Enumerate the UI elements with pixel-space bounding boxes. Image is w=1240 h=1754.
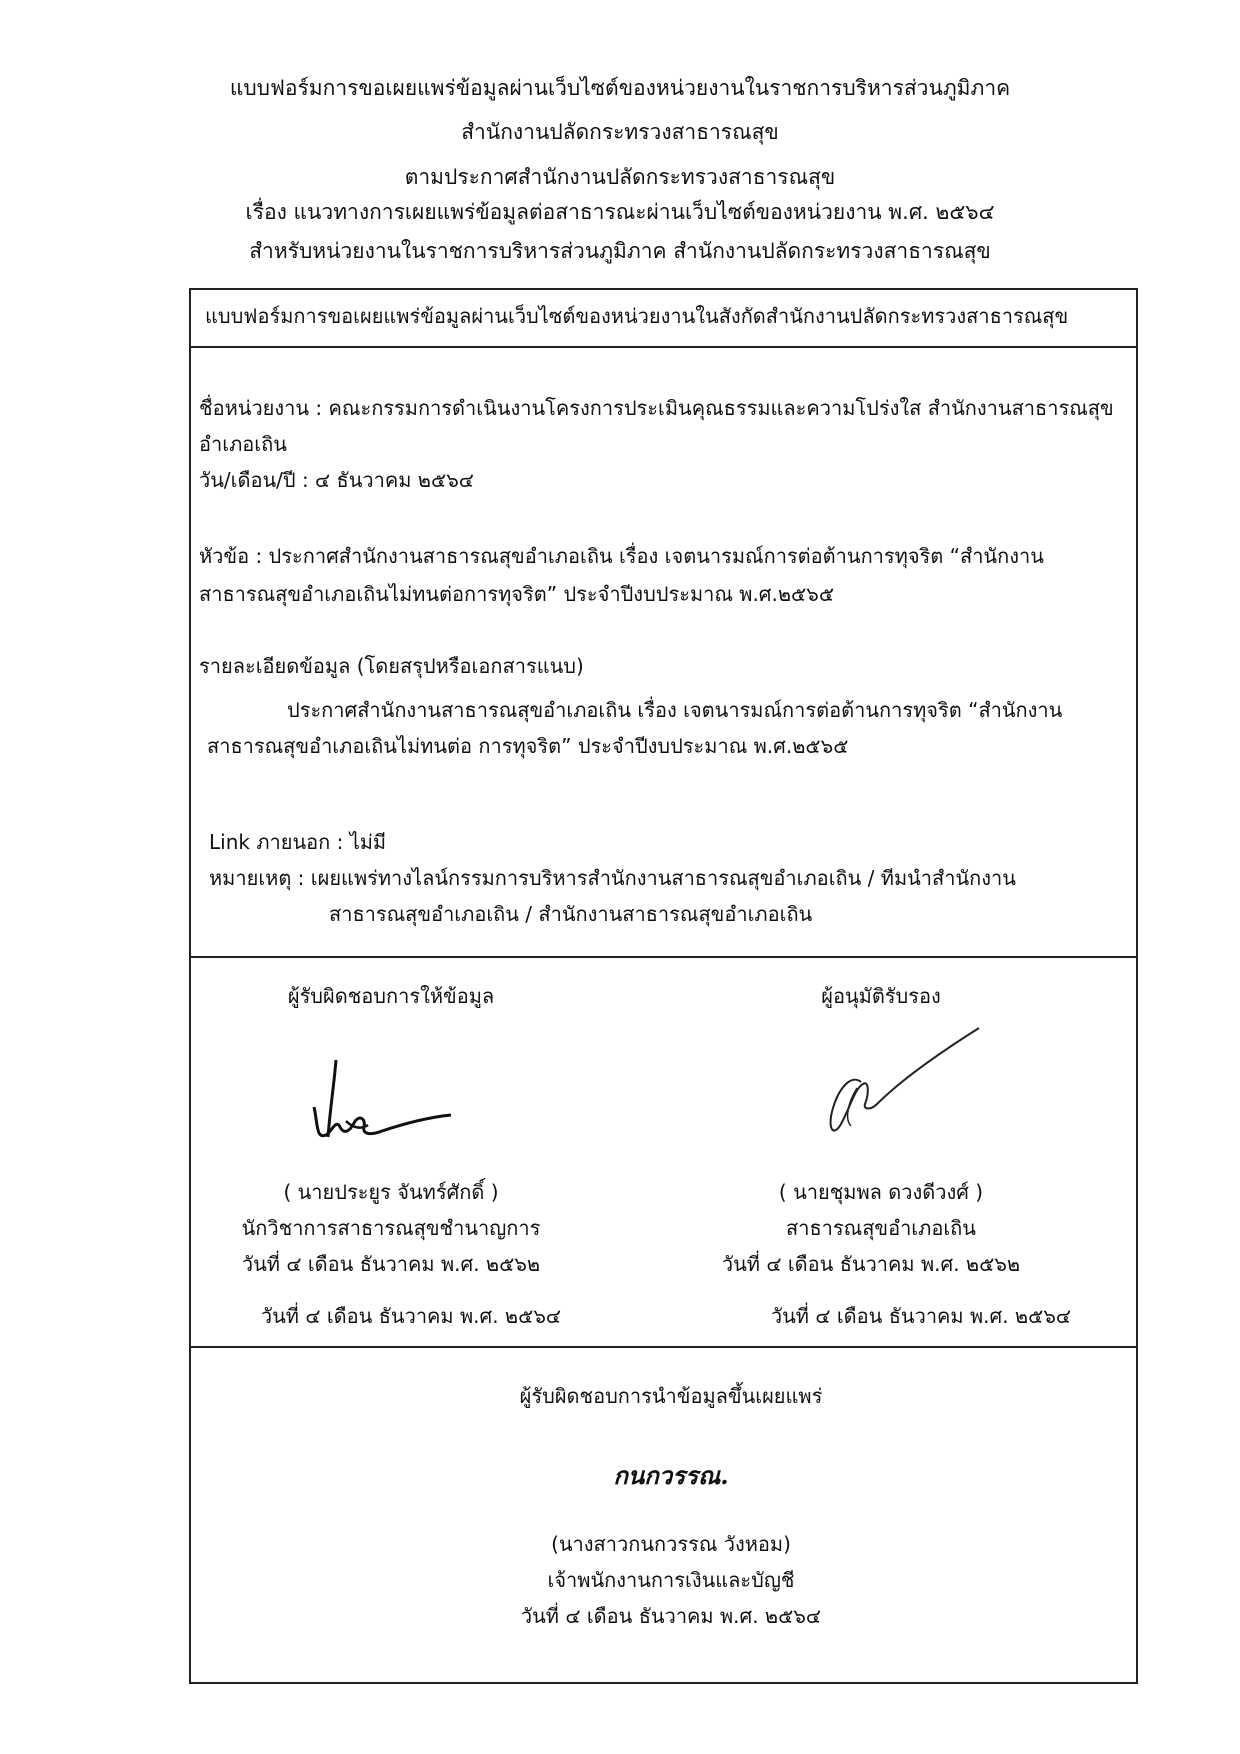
note-line-2: สาธารณสุขอำเภอเถิน / สำนักงานสาธารณสุขอำเภอเถิน <box>329 902 813 926</box>
form-title: แบบฟอร์มการขอเผยแพร่ข้อมูลผ่านเว็บไซต์ของหน่วยงานในสังกัดสำนักงานปลัดกระทรวงสาธารณสุข <box>205 304 1069 328</box>
header-line-2: สำนักงานปลัดกระทรวงสาธารณสุข <box>461 120 779 144</box>
left-signature <box>306 1055 456 1155</box>
unit-name-line-1: ชื่อหน่วยงาน : คณะกรรมการดำเนินงานโครงการประเมินคุณธรรมและความโปร่งใส สำนักงานสาธารณสุข <box>199 396 1114 420</box>
left-signer-date-2: วันที่ ๔ เดือน ธันวาคม พ.ศ. ๒๕๖๔ <box>260 1304 562 1328</box>
right-signer-date-2: วันที่ ๔ เดือน ธันวาคม พ.ศ. ๒๕๖๔ <box>770 1304 1072 1328</box>
publisher-role: ผู้รับผิดชอบการนำข้อมูลขึ้นเผยแพร่ <box>519 1384 823 1408</box>
publisher-date: วันที่ ๔ เดือน ธันวาคม พ.ศ. ๒๕๖๔ <box>520 1604 822 1628</box>
right-signer-name: ( นายชุมพล ดวงดีวงศ์ ) <box>778 1180 984 1204</box>
date-line: วัน/เดือน/ปี : ๔ ธันวาคม ๒๕๖๔ <box>199 468 474 492</box>
right-signer-date-1: วันที่ ๔ เดือน ธันวาคม พ.ศ. ๒๕๖๒ <box>721 1252 1021 1276</box>
row-divider <box>191 346 1136 348</box>
unit-name-line-2: อำเภอเถิน <box>199 432 287 456</box>
publisher-signature: กนกวรรณ. <box>613 1461 729 1490</box>
detail-label: รายละเอียดข้อมูล (โดยสรุปหรือเอกสารแนบ) <box>199 654 584 678</box>
left-signer-date-1: วันที่ ๔ เดือน ธันวาคม พ.ศ. ๒๕๖๒ <box>241 1252 541 1276</box>
detail-line-1: ประกาศสำนักงานสาธารณสุขอำเภอเถิน เรื่อง เจตนารมณ์การต่อต้านการทุจริต “สำนักงาน <box>287 698 1063 722</box>
left-signer-role: ผู้รับผิดชอบการให้ข้อมูล <box>287 984 495 1008</box>
note-line-1: หมายเหตุ : เผยแพร่ทางไลน์กรรมการบริหารสำนักงานสาธารณสุขอำเภอเถิน / ทีมนำสำนักงาน <box>209 866 1016 890</box>
row-divider <box>191 1346 1136 1348</box>
external-link-line: Link ภายนอก : ไม่มี <box>209 830 387 854</box>
header-line-1: แบบฟอร์มการขอเผยแพร่ข้อมูลผ่านเว็บไซต์ของหน่วยงานในราชการบริหารส่วนภูมิภาค <box>229 76 1011 100</box>
header-line-5: สำหรับหน่วยงานในราชการบริหารส่วนภูมิภาค สำนักงานปลัดกระทรวงสาธารณสุข <box>249 239 991 263</box>
header-line-4: เรื่อง แนวทางการเผยแพร่ข้อมูลต่อสาธารณะผ่านเว็บไซต์ของหน่วยงาน พ.ศ. ๒๕๖๔ <box>245 200 995 224</box>
detail-line-2: สาธารณสุขอำเภอเถินไม่ทนต่อ การทุจริต” ประจำปีงบประมาณ พ.ศ.๒๕๖๕ <box>207 734 849 758</box>
left-signer-name: ( นายประยูร จันทร์ศักดิ์ ) <box>283 1180 499 1204</box>
header-line-3: ตามประกาศสำนักงานปลัดกระทรวงสาธารณสุข <box>404 165 836 189</box>
topic-line-2: สาธารณสุขอำเภอเถินไม่ทนต่อการทุจริต” ประจำปีงบประมาณ พ.ศ.๒๕๖๕ <box>199 582 835 606</box>
topic-line-1: หัวข้อ : ประกาศสำนักงานสาธารณสุขอำเภอเถิน เรื่อง เจตนารมณ์การต่อต้านการทุจริต “สำนักงาน <box>199 544 1044 568</box>
right-signer-position: สาธารณสุขอำเภอเถิน <box>786 1216 976 1240</box>
left-signer-position: นักวิชาการสาธารณสุขชำนาญการ <box>241 1216 541 1240</box>
right-signer-role: ผู้อนุมัติรับรอง <box>821 984 941 1008</box>
row-divider <box>191 956 1136 958</box>
publisher-name: (นางสาวกนกวรรณ วังหอม) <box>551 1532 791 1556</box>
publisher-position: เจ้าพนักงานการเงินและบัญชี <box>547 1568 795 1592</box>
right-signature <box>811 1024 981 1144</box>
form-table <box>189 288 1138 1684</box>
